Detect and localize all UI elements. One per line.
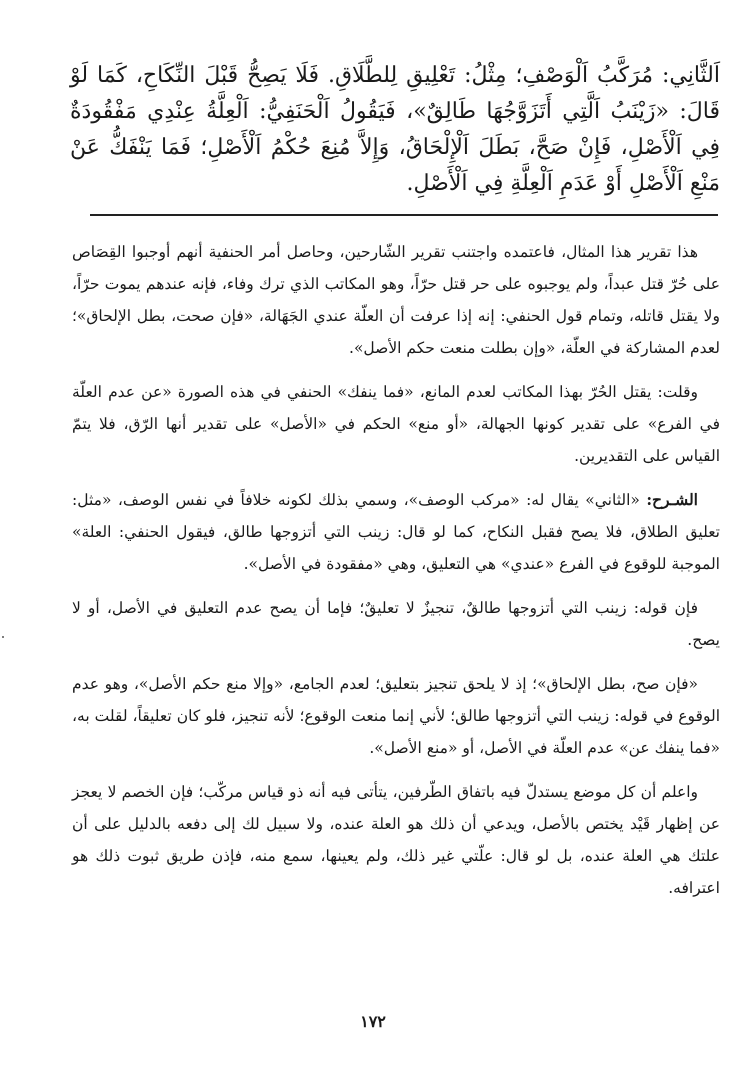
section-divider [90,214,718,216]
commentary-paragraph-2: وقلت: يقتل الحُرّ بهذا المكاتب لعدم المانع، «فما ينفك» الحنفي في هذه الصورة «عن عدم العلّة في الفرع» على تقدير كونها الجهالة، «أو منع» الحكم في «الأصل» على تقدير أنها الرّق، فلا يتمّ القياس على التقديرين. [72,383,720,465]
commentary-paragraph-6: واعلم أن كل موضع يستدلّ فيه باتفاق الطّرفين، يتأتى فيه أنه ذو قياس مركّب؛ فإن الخصم لا يعجز عن إظهار قَيْد يختص بالأصل، ويدعي أن ذلك هو العلة عنده، ولا سبيل لك إلى دفعه بالدليل على أن علتك هي العلة عنده، بل لو قال: علّتي غير ذلك، ولم يعينها، سمع منه، فإذن طريق ثبوت ذلك هو اعترافه. [72,783,721,897]
main-text-block [70,58,720,202]
commentary-paragraph-4: فإن قوله: زينب التي أتزوجها طالقٌ، تنجيزٌ لا تعليقٌ؛ فإما أن يصح عدم التعليق في الأصل، أو لا يصح. [72,599,720,649]
sharh-heading: الشـرح: [646,490,698,509]
commentary-paragraph-5: «فإن صح، بطل الإلحاق»؛ إذ لا يلحق تنجيز بتعليق؛ لعدم الجامع، «وإلا منع حكم الأصل»، وهو عدم الوقوع في قوله: زينب التي أتزوجها طالق؛ لأني إنما منعت الوقوع؛ لأنه تنجيز، فلو كان تعليقاً، لقلت به، «فما ينفك عن» عدم العلّة في الأصل، أو «منع الأصل». [72,675,720,757]
commentary-block [72,236,720,916]
main-text-paragraph: اَلثَّانِي: مُرَكَّبُ اَلْوَصْفِ؛ مِثْلُ: تَعْلِيقِ لِلطَّلَاقِ. فَلَا يَصِحُّ قَبْلَ النِّكَاحِ، كَمَا لَوْ قَالَ: «زَيْنَبُ اَلَّتِي أَتَزَوَّجُهَا طَالِقٌ»، فَيَقُولُ اَلْحَنَفِيُّ: اَلْعِلَّةُ عِنْدِي مَفْقُودَةٌ فِي اَلْأَصْلِ، فَإِنْ صَحَّ، بَطَلَ اَلْإِلْحَاقُ، وَإِلاَّ مُنِعَ حُكْمُ اَلْأَصْلِ؛ فَمَا يَنْفَكُّ عَنْ مَنْعِ اَلْأَصْلِ أَوْ عَدَمِ اَلْعِلَّةِ فِي اَلْأَصْلِ. [70,63,720,196]
commentary-paragraph-3-text: «الثاني» يقال له: «مركب الوصف»، وسمي بذلك لكونه خلافاً في نفس الوصف، «مثل: تعليق الطلاق، فلا يصح فقبل النكاح، كما لو قال: زينب التي أتزوجها طالق، فيقول الحنفي: العلة» الموجبة للوقوع في الفرع «عندي» هي التعليق، وهي «مفقودة في الأصل». [72,491,720,573]
commentary-paragraph-1: هذا تقرير هذا المثال، فاعتمده واجتنب تقرير الشّارحين، وحاصل أمر الحنفية أنهم أوجبوا القِصَاص على حُرّ قتل عبداً، ولم يوجبوه على حر قتل حرّاً، وهو المكاتب الذي ترك وفاء، فإنه عندهم يموت حرّاً، ولا يقتل قاتله، وتمام قول الحنفي: إنه إذا عرفت أن العلّة عندي الجَهَالة، «فإن صحت، بطل الإلحاق»؛ لعدم المشاركة في العلّة، «وإن بطلت منعت حكم الأصل». [72,243,720,357]
commentary-paragraph-3 [72,484,720,580]
page-number: ١٧٢ [360,1012,386,1031]
margin-mark [2,636,4,638]
